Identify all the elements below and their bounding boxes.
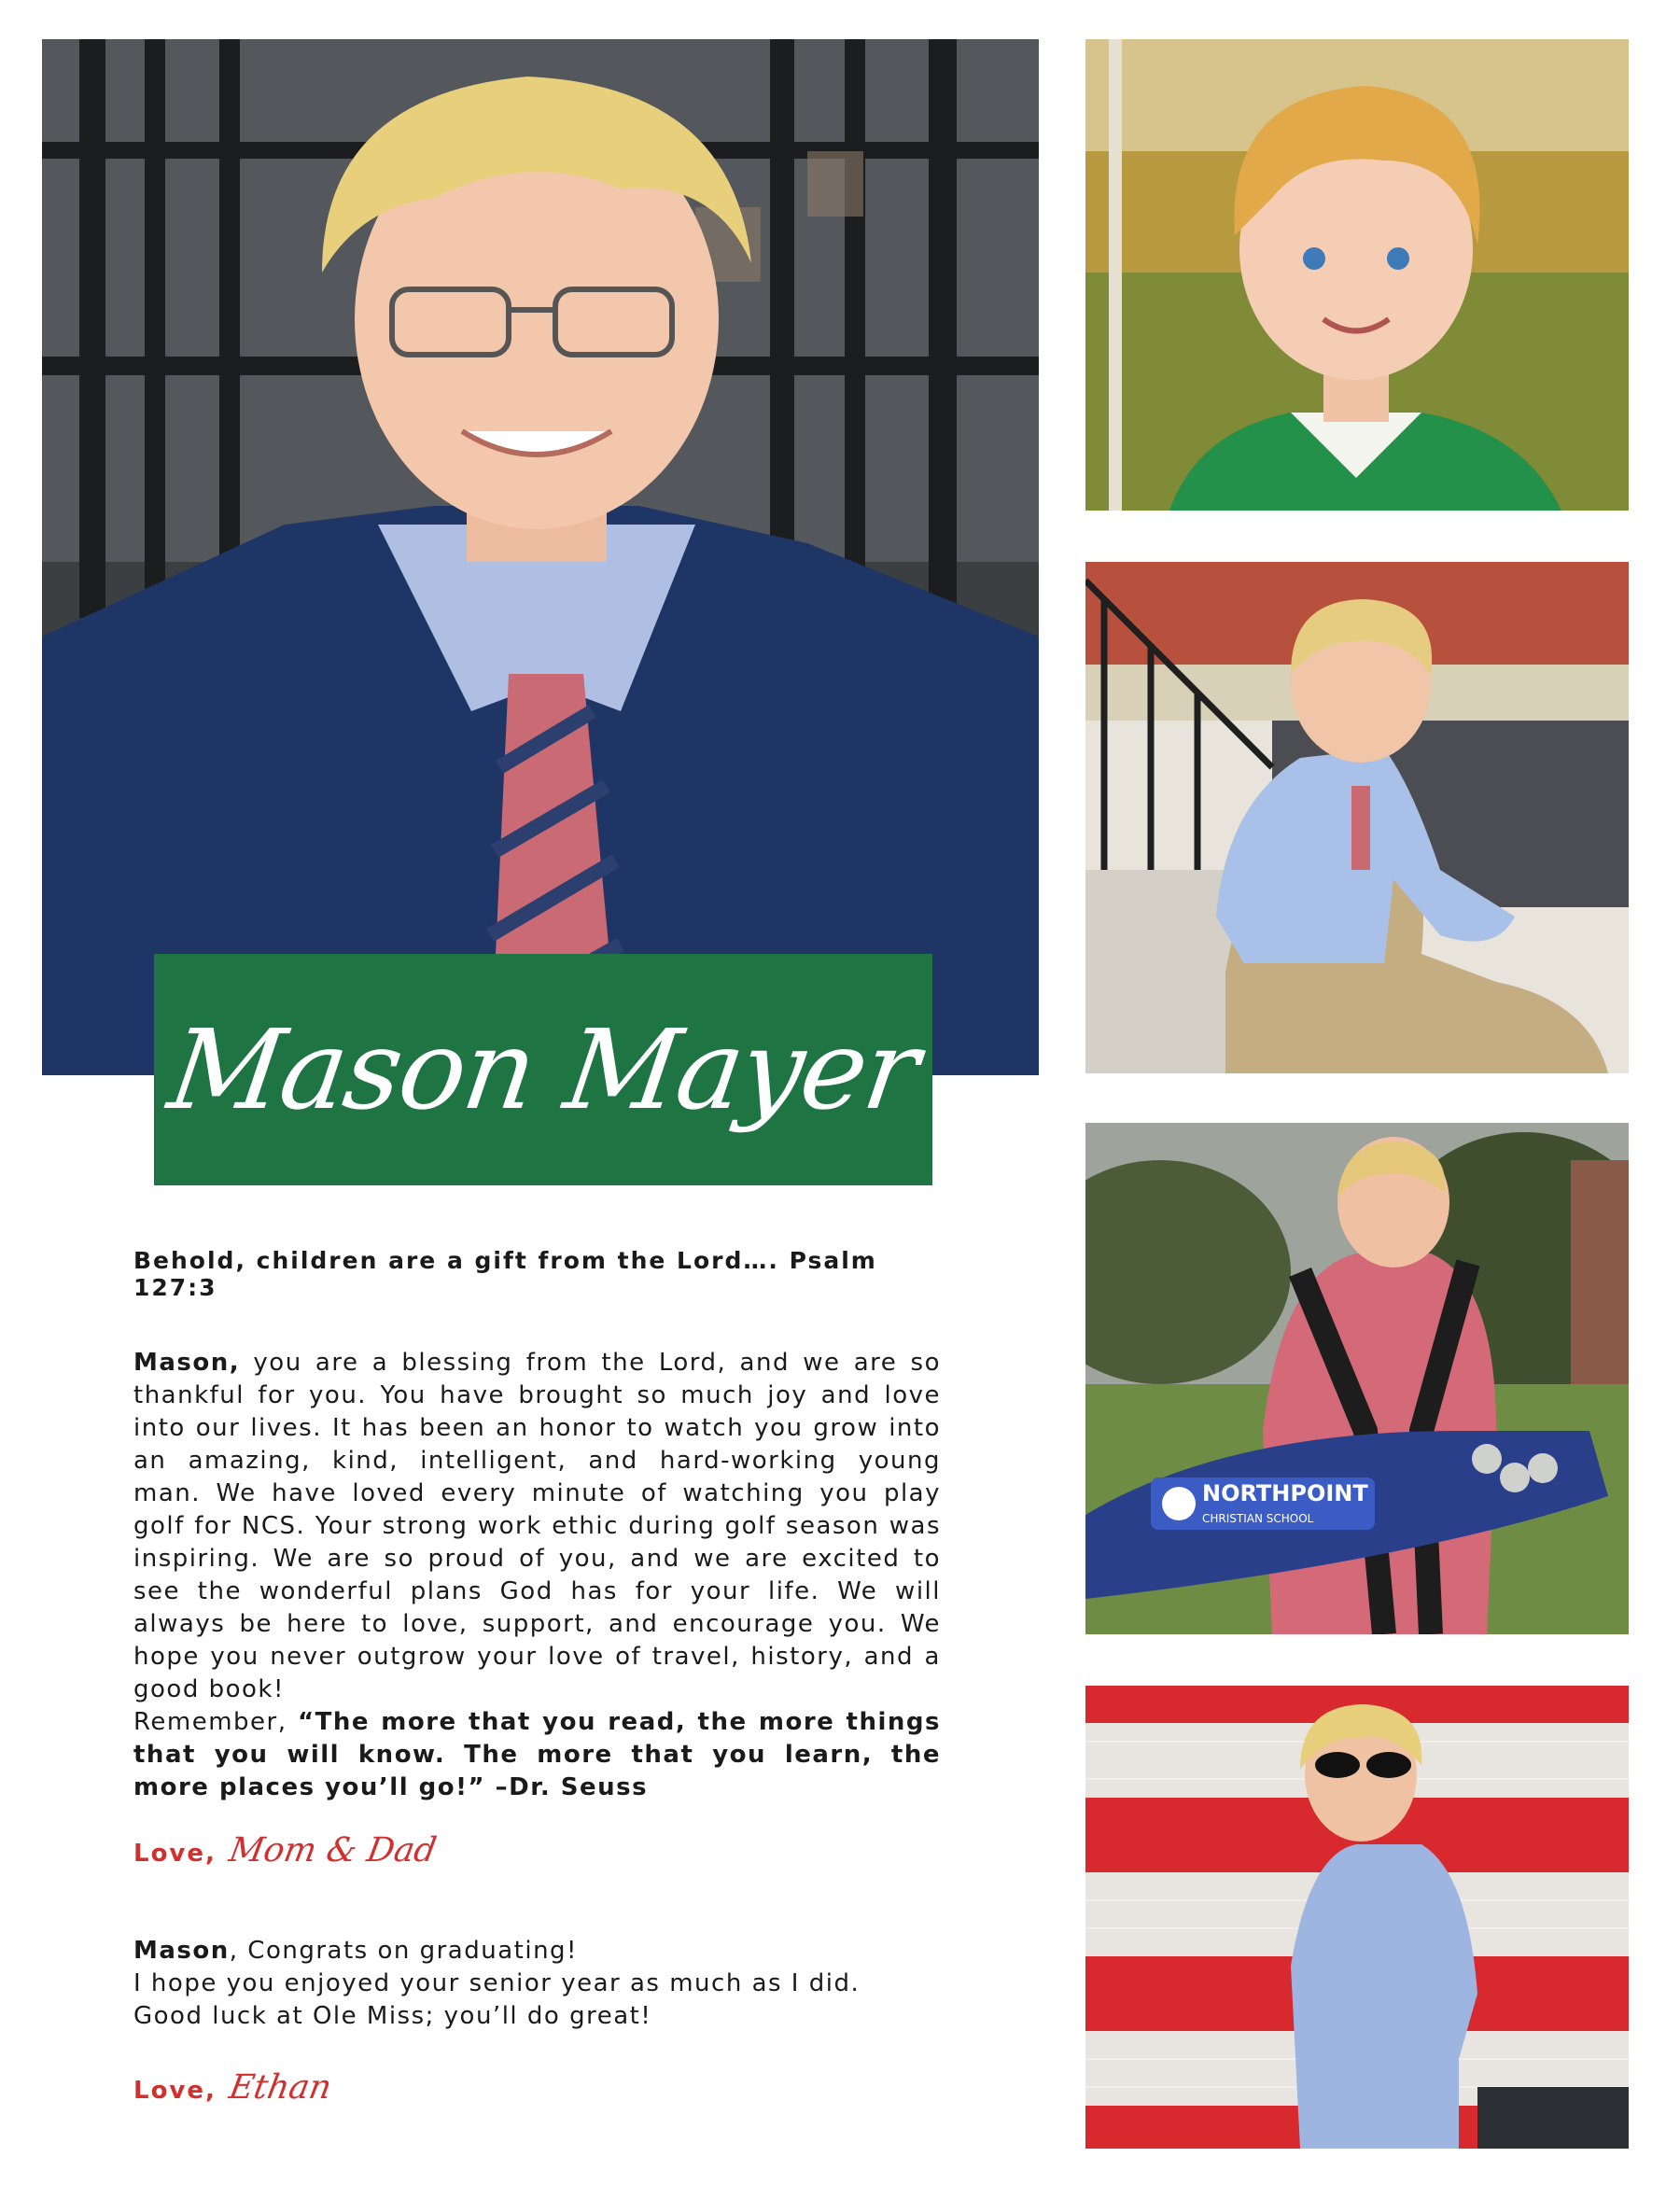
steps-photo xyxy=(1085,562,1629,1073)
brick-wall-photo xyxy=(1085,1686,1629,2149)
scripture-verse: Behold, children are a gift from the Lord…. Psalm 127:3 xyxy=(133,1247,877,1301)
letter-remember: Remember, xyxy=(133,1708,298,1736)
brother-note-name: Mason xyxy=(133,1937,230,1965)
golf-bag-brand-text: NORTHPOINT xyxy=(1202,1480,1368,1506)
seuss-quote: “The more that you read, the more things that you will know. The more that you learn, the more places you’ll go!” –Dr. Seuss xyxy=(133,1708,942,1801)
childhood-photo xyxy=(1085,39,1629,511)
brother-signature: Ethan xyxy=(226,2068,335,2107)
parents-letter xyxy=(133,1347,941,1804)
parents-signature: Mom & Dad xyxy=(226,1831,440,1870)
brother-note xyxy=(133,1935,941,2033)
parents-love-label: Love, xyxy=(133,1840,217,1868)
golf-photo xyxy=(1085,1123,1629,1634)
golf-bag-sub-text: CHRISTIAN SCHOOL xyxy=(1202,1512,1314,1525)
brother-note-line3: Good luck at Ole Miss; you’ll do great! xyxy=(133,2002,652,2030)
name-banner xyxy=(154,954,932,1185)
brother-note-line2: I hope you enjoyed your senior year as much as I did. xyxy=(133,1969,861,1997)
brother-note-line1: , Congrats on graduating! xyxy=(229,1937,578,1965)
letter-body: you are a blessing from the Lord, and we are so thankful for you. You have brought so much joy and love into our lives. It has been an honor to watch you grow into an amazing, kind, intelligent, and hard-working young man. We have loved every minute of watching you play golf for NCS. Your strong work ethic during golf season was inspiring. We are so proud of you, and we are excited to see the wonderful plans God has for your life. We will always be here to love, support, and encourage you. We hope you never outgrow your love of travel, history, and a good book! xyxy=(133,1349,941,1703)
letter-opening-name: Mason, xyxy=(133,1349,241,1377)
main-portrait-photo xyxy=(42,39,1039,1075)
parents-signoff xyxy=(133,1831,440,1870)
brother-love-label: Love, xyxy=(133,2077,217,2105)
student-name: Mason Mayer xyxy=(161,1005,925,1134)
brother-signoff xyxy=(133,2068,335,2107)
